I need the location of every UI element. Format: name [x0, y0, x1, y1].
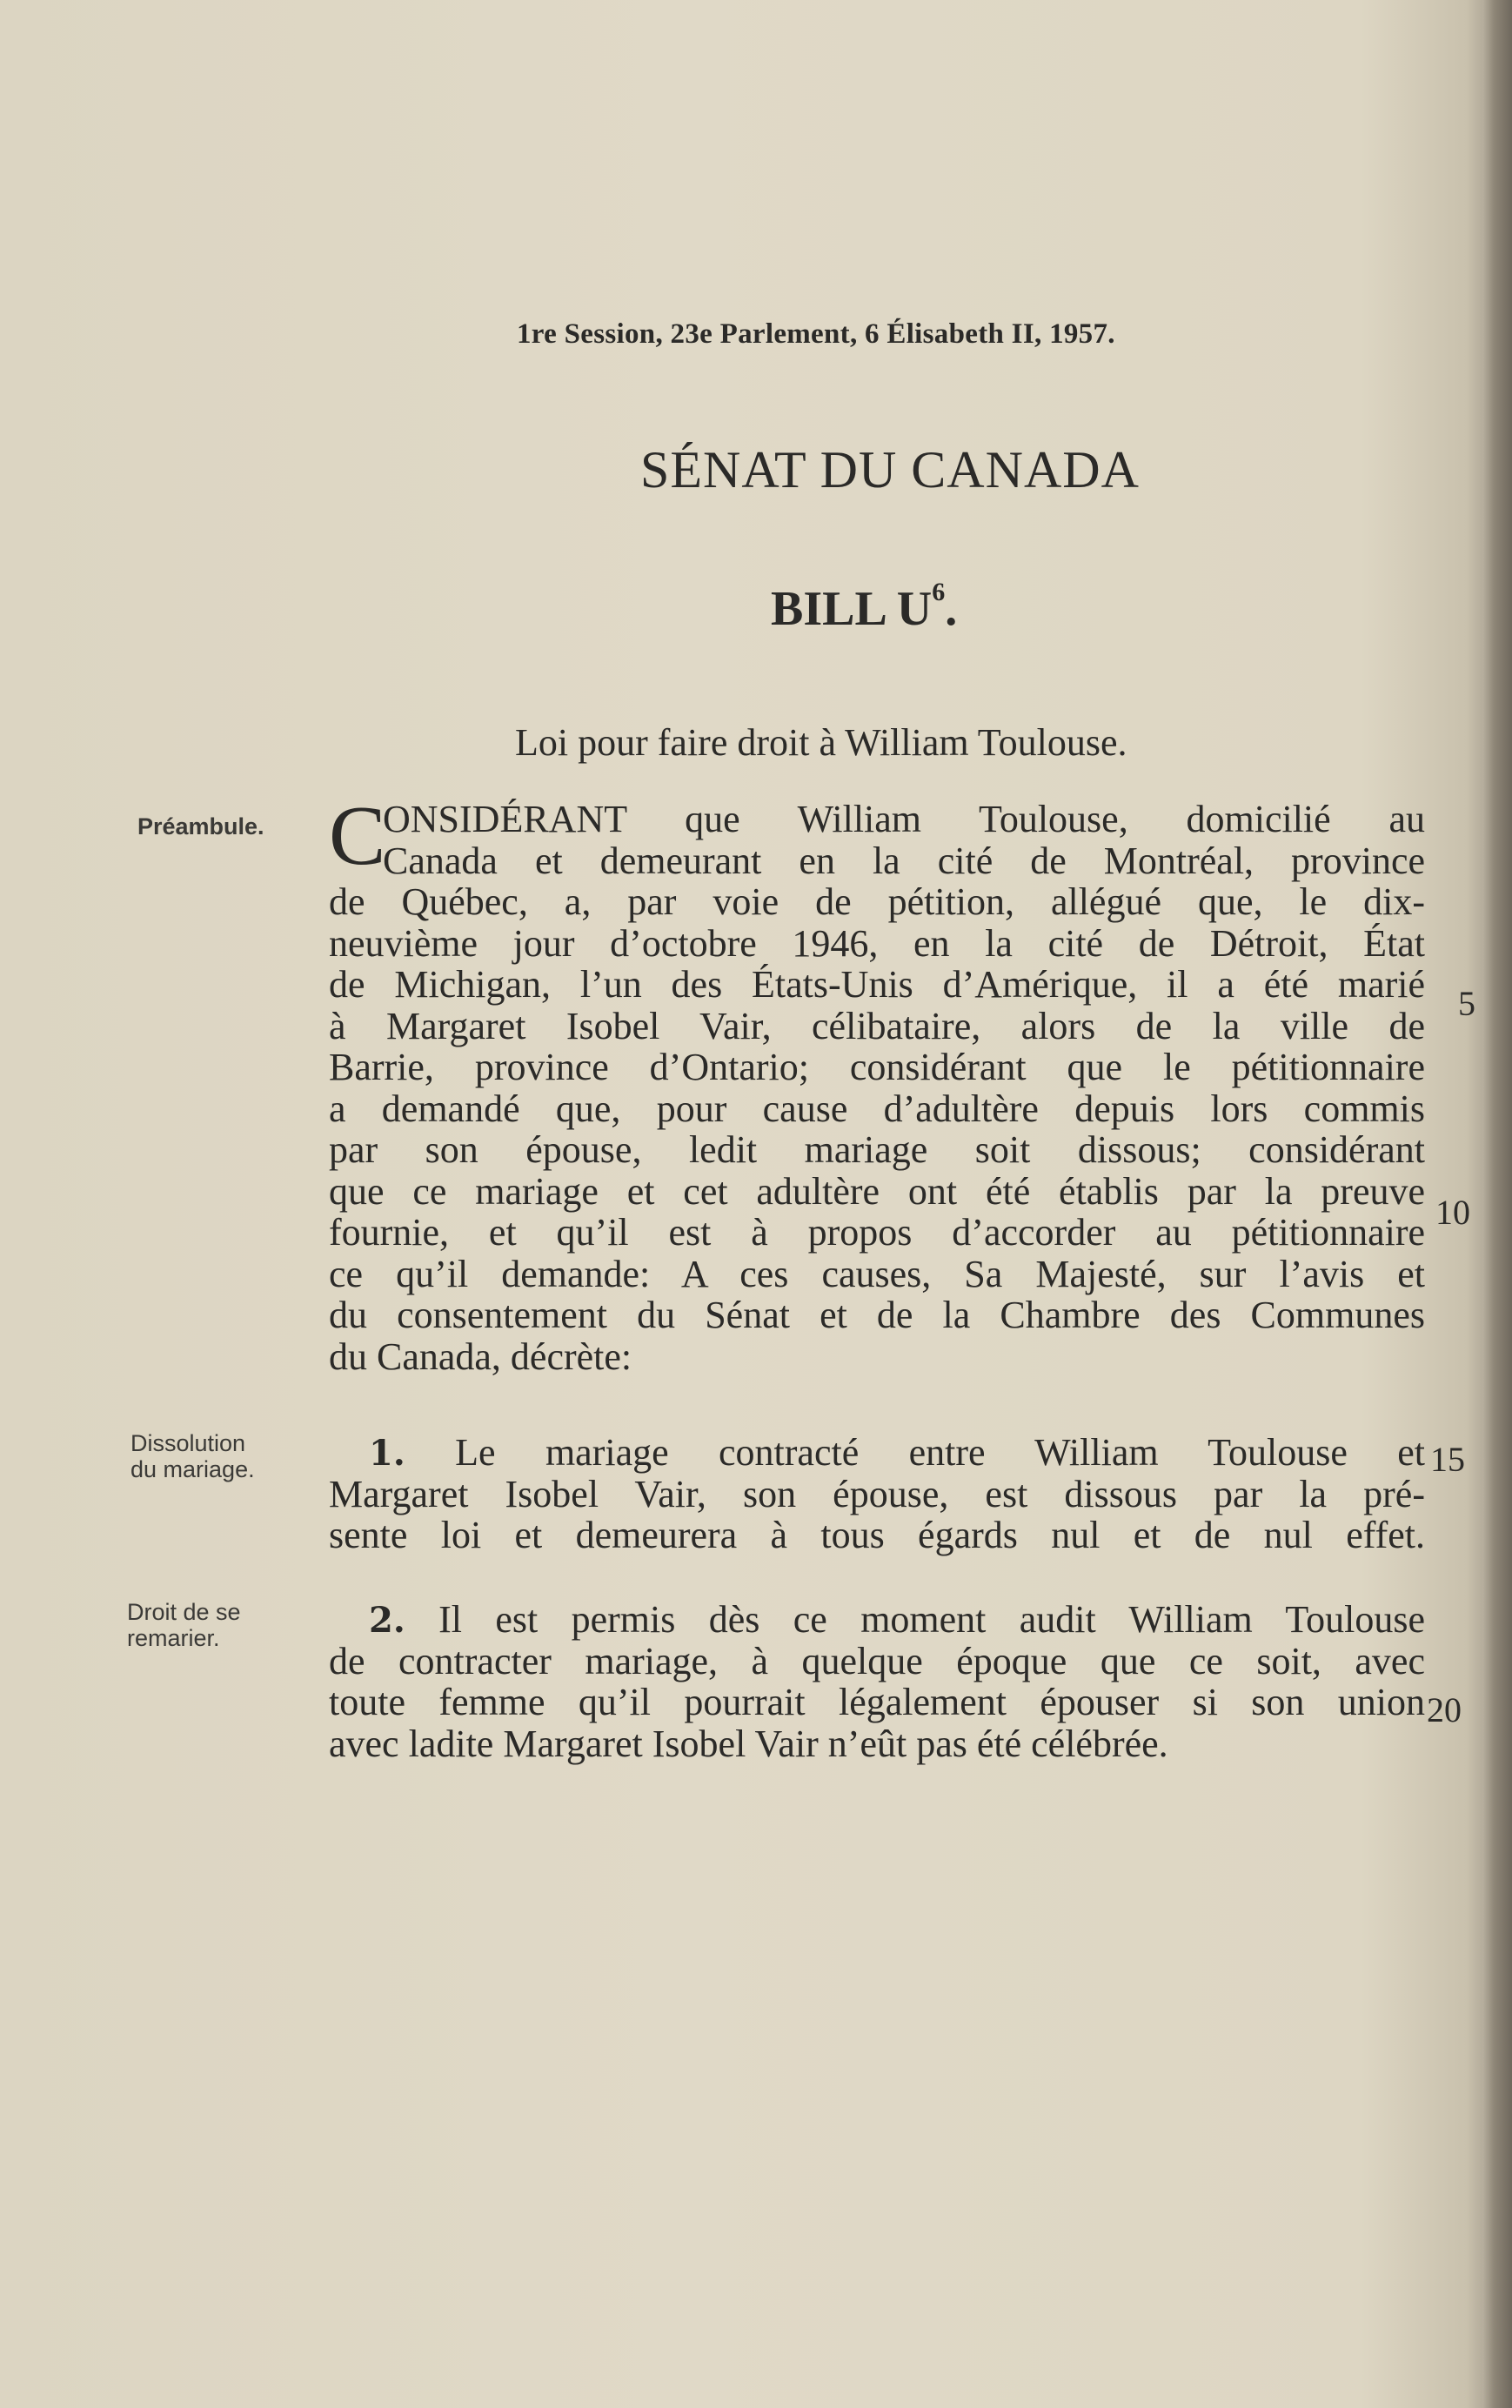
- section-2-line1-text: Il est permis dès ce moment audit William Toulouse: [438, 1598, 1425, 1641]
- margin-note-preamble: Préambule.: [137, 813, 264, 839]
- preamble-paragraph: [329, 799, 1425, 1377]
- section-2-line: toute femme qu’il pourrait légalement épouser si son union: [329, 1681, 1425, 1723]
- line-number-5: 5: [1458, 984, 1475, 1023]
- section-2-line: [329, 1599, 1425, 1641]
- bill-period: .: [945, 582, 958, 636]
- section-2: [329, 1599, 1425, 1764]
- preamble-line: ONSIDÉRANT que William Toulouse, domicilié au: [383, 798, 1425, 840]
- margin-note-dissolution-line1: Dissolution: [130, 1430, 246, 1456]
- margin-note-dissolution: [130, 1430, 255, 1482]
- preamble-dropcap: C: [329, 789, 386, 883]
- preamble-line: ce qu’il demande: A ces causes, Sa Majesté, sur l’avis et: [329, 1252, 1425, 1295]
- section-2-number: 2.: [369, 1600, 405, 1641]
- margin-note-dissolution-line2: du mariage.: [130, 1456, 255, 1482]
- section-1-line: Margaret Isobel Vair, son épouse, est dissous par la pré-: [329, 1472, 1425, 1515]
- bill-label: BILL U: [771, 582, 933, 636]
- preamble-line: du Canada, décrète:: [329, 1334, 632, 1378]
- bill-title: [771, 578, 958, 637]
- section-1-number: 1.: [369, 1433, 405, 1474]
- section-1-line1-text: Le mariage contracté entre William Toulouse et: [455, 1431, 1426, 1474]
- preamble-line: fournie, et qu’il est à propos d’accorder au pétitionnaire: [329, 1211, 1425, 1254]
- preamble-line: Canada et demeurant en la cité de Montréal, province: [383, 839, 1425, 882]
- margin-note-remarry-line1: Droit de se: [127, 1599, 241, 1625]
- line-number-20: 20: [1427, 1690, 1462, 1729]
- senate-title: SÉNAT DU CANADA: [640, 441, 1140, 498]
- section-1: [329, 1432, 1425, 1556]
- margin-note-remarry-line2: remarier.: [127, 1625, 220, 1651]
- section-1-line: [329, 1432, 1425, 1474]
- session-header: 1re Session, 23e Parlement, 6 Élisabeth II, 1957.: [517, 318, 1115, 350]
- book-spine-edge: [1482, 0, 1512, 2408]
- section-1-line: sente loi et demeurera à tous égards nul et de nul effet.: [329, 1514, 1425, 1556]
- act-title: Loi pour faire droit à William Toulouse.: [515, 721, 1127, 764]
- section-2-line: de contracter mariage, à quelque époque que ce soit, avec: [329, 1639, 1425, 1682]
- preamble-line: neuvième jour d’octobre 1946, en la cité de Détroit, État: [329, 921, 1425, 965]
- preamble-line: de Michigan, l’un des États-Unis d’Amérique, il a été marié: [329, 963, 1425, 1006]
- preamble-line: de Québec, a, par voie de pétition, allégué que, le dix-: [329, 880, 1425, 923]
- line-number-15: 15: [1430, 1440, 1465, 1479]
- margin-note-remarry: [127, 1599, 241, 1651]
- preamble-line: Barrie, province d’Ontario; considérant que le pétitionnaire: [329, 1046, 1425, 1088]
- preamble-line: à Margaret Isobel Vair, célibataire, alors de la ville de: [329, 1004, 1425, 1047]
- preamble-line: que ce mariage et cet adultère ont été établis par la preuve: [329, 1169, 1425, 1213]
- preamble-line: du consentement du Sénat et de la Chambre des Communes: [329, 1294, 1425, 1336]
- preamble-line: par son épouse, ledit mariage soit dissous; considérant: [329, 1128, 1425, 1171]
- bill-superscript: 6: [932, 578, 946, 606]
- section-2-line: avec ladite Margaret Isobel Vair n’eût pas été célébrée.: [329, 1722, 1168, 1765]
- line-number-10: 10: [1435, 1193, 1470, 1232]
- preamble-line: a demandé que, pour cause d’adultère depuis lors commis: [329, 1087, 1425, 1130]
